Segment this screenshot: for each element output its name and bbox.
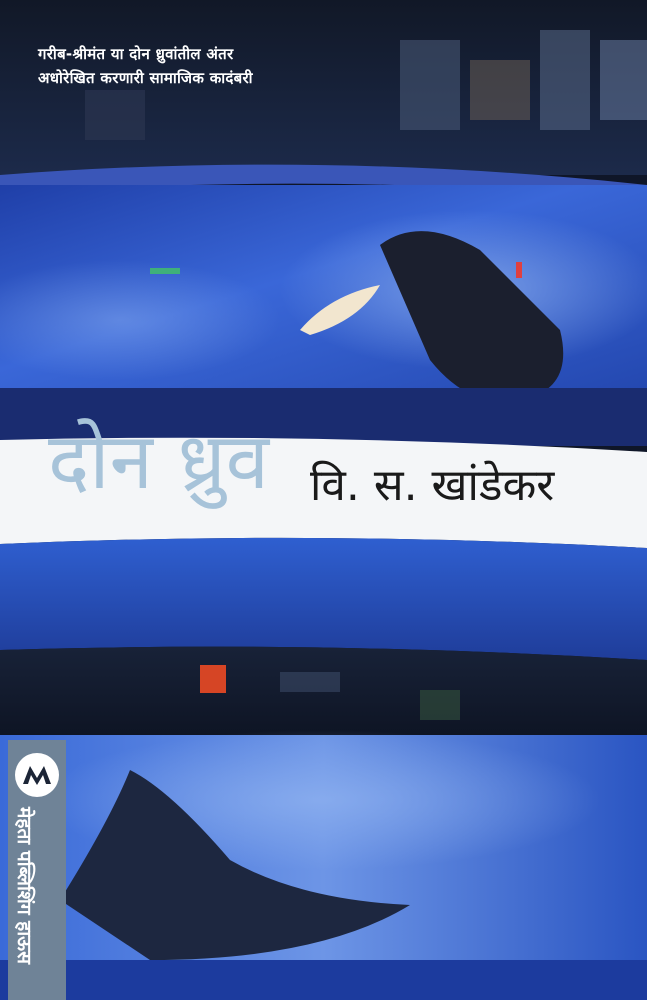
publisher-logo-icon [13,751,61,799]
tagline [38,42,253,90]
tagline-line-2: अधोरेखित करणारी सामाजिक कादंबरी [38,69,253,87]
tagline-line-1: गरीब-श्रीमंत या दोन ध्रुवांतील अंतर [38,45,234,63]
author-name: वि. स. खांडेकर [310,460,555,511]
publisher-name-text: मेहता पब्लिशिंग हाऊस [13,807,35,964]
book-title: दोन ध्रुव [48,417,270,507]
